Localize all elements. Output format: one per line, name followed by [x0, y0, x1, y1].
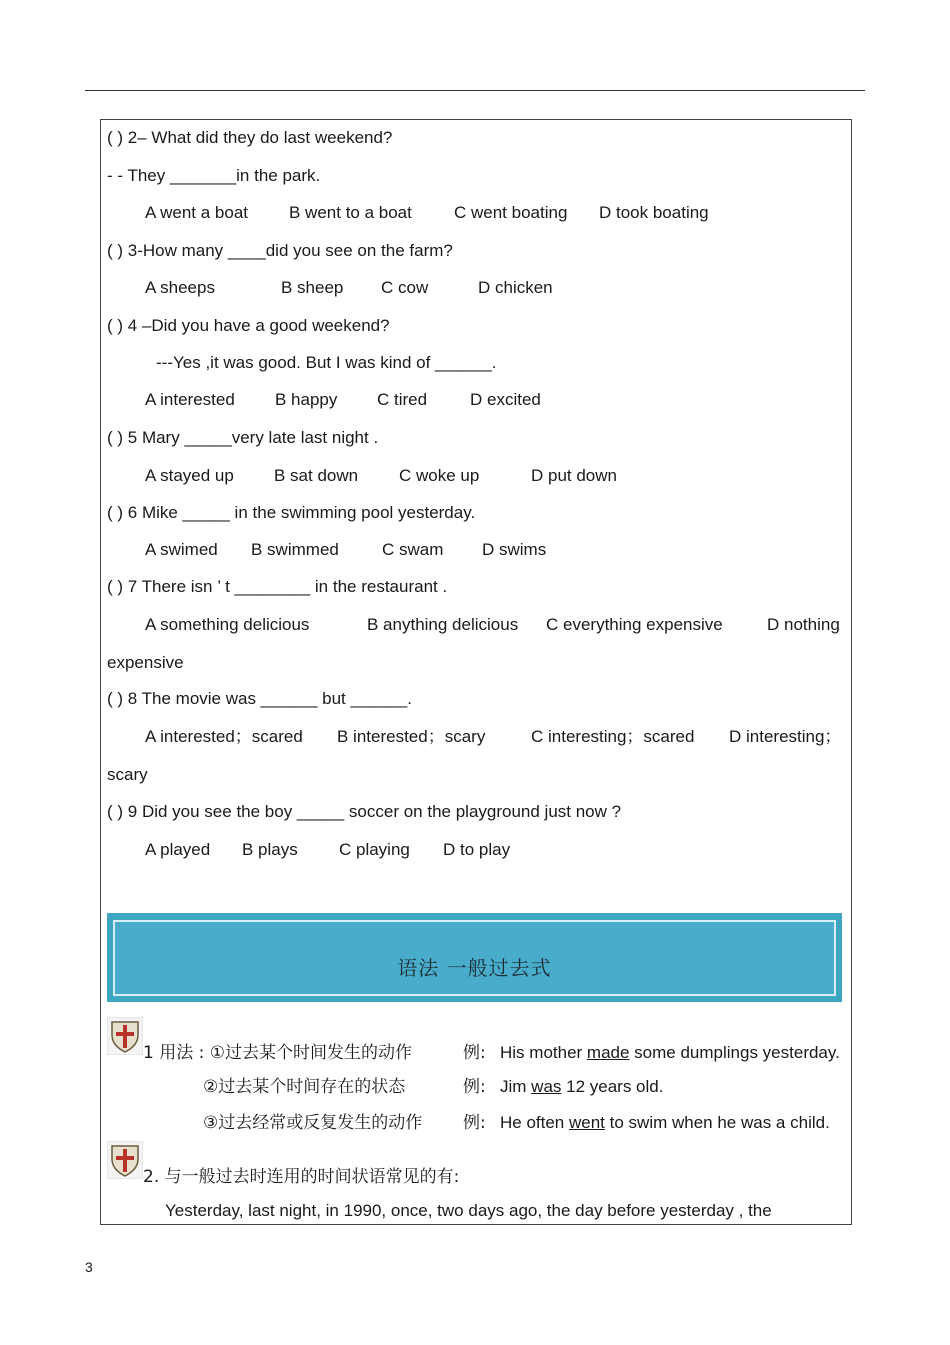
question-2-stem: ( ) 2– What did they do last weekend? [107, 128, 393, 147]
q4-option-d: D excited [470, 390, 541, 409]
question-2-answer-line: - - They _______in the park. [107, 166, 321, 185]
usage-2-example [500, 1077, 663, 1097]
grammar-banner-frame [113, 920, 836, 996]
q3-option-d: D chicken [478, 278, 553, 297]
page-number: 3 [85, 1259, 93, 1275]
q2-option-a: A went a boat [145, 203, 249, 222]
q9-option-a: A played [145, 840, 211, 859]
example-verb: made [586, 1043, 630, 1062]
usage-3-label: ③过去经常或反复发生的动作 [203, 1113, 423, 1133]
q5-option-d: D put down [531, 466, 617, 485]
example-text: 12 years old. [561, 1077, 664, 1096]
question-9-stem: ( ) 9 Did you see the boy _____ soccer on the playground just now ? [107, 802, 622, 821]
q2-option-c: C went boating [454, 203, 568, 222]
question-4-answer-line: ---Yes ,it was good. But I was kind of ______. [156, 353, 497, 372]
point-2-title: 2. 与一般过去时连用的时间状语常见的有: [143, 1167, 460, 1187]
example-text: He often [500, 1113, 569, 1132]
question-5-stem: ( ) 5 Mary _____very late last night . [107, 428, 379, 447]
shield-cross-icon [107, 1141, 143, 1179]
q6-option-c: C swam [382, 540, 444, 559]
q8-option-d: D interesting； [729, 727, 842, 746]
q5-option-b: B sat down [274, 466, 359, 485]
q2-option-b: B went to a boat [289, 203, 412, 222]
q7-option-a: A something delicious [145, 615, 310, 634]
q4-option-b: B happy [275, 390, 338, 409]
q8-option-a: A interested；scared [145, 727, 303, 746]
q3-option-b: B sheep [281, 278, 344, 297]
usage-1-example-label: 例: [463, 1043, 486, 1063]
example-text: to swim when he was a child. [604, 1113, 830, 1132]
example-verb: went [569, 1113, 605, 1132]
question-3-stem: ( ) 3-How many ____did you see on the farm? [107, 241, 453, 260]
point-2-examples: Yesterday, last night, in 1990, once, two days ago, the day before yesterday , the [165, 1201, 772, 1220]
question-8-stem: ( ) 8 The movie was ______ but ______. [107, 689, 412, 708]
q9-option-d: D to play [443, 840, 511, 859]
grammar-banner-title: 语法 一般过去式 [397, 956, 552, 980]
q6-option-b: B swimmed [251, 540, 339, 559]
usage-3-example [500, 1113, 830, 1133]
q8-option-c: C interesting；scared [531, 727, 695, 746]
example-verb: was [531, 1077, 562, 1096]
question-6-stem: ( ) 6 Mike _____ in the swimming pool yesterday. [107, 503, 476, 522]
q2-option-d: D took boating [599, 203, 709, 222]
shield-cross-icon [107, 1017, 143, 1055]
usage-1-label: 1 用法 : ①过去某个时间发生的动作 [143, 1043, 412, 1063]
grammar-banner [107, 913, 842, 1002]
q6-option-d: D swims [482, 540, 547, 559]
example-text: Jim [500, 1077, 532, 1096]
q7-option-b: B anything delicious [367, 615, 519, 634]
usage-3-example-label: 例: [463, 1113, 486, 1133]
question-7-stem: ( ) 7 There isn ’ t ________ in the restaurant . [107, 577, 448, 596]
q8-option-d-wrap: scary [107, 765, 148, 784]
q4-option-a: A interested [145, 390, 235, 409]
usage-2-label: ②过去某个时间存在的状态 [203, 1077, 406, 1097]
q5-option-a: A stayed up [145, 466, 234, 485]
q7-option-d: D nothing [767, 615, 840, 634]
q7-option-d-wrap: expensive [107, 653, 184, 672]
q4-option-c: C tired [377, 390, 428, 409]
usage-1-example [500, 1043, 840, 1063]
q8-option-b: B interested；scary [337, 727, 486, 746]
q7-option-c: C everything expensive [546, 615, 723, 634]
q3-option-a: A sheeps [145, 278, 215, 297]
q3-option-c: C cow [381, 278, 429, 297]
q5-option-c: C woke up [399, 466, 480, 485]
question-4-stem: ( ) 4 –Did you have a good weekend? [107, 316, 390, 335]
header-rule [85, 90, 865, 91]
q9-option-b: B plays [242, 840, 298, 859]
q9-option-c: C playing [339, 840, 410, 859]
example-text: His mother [500, 1043, 587, 1062]
q6-option-a: A swimed [145, 540, 218, 559]
usage-2-example-label: 例: [463, 1077, 486, 1097]
example-text: some dumplings yesterday. [629, 1043, 840, 1062]
